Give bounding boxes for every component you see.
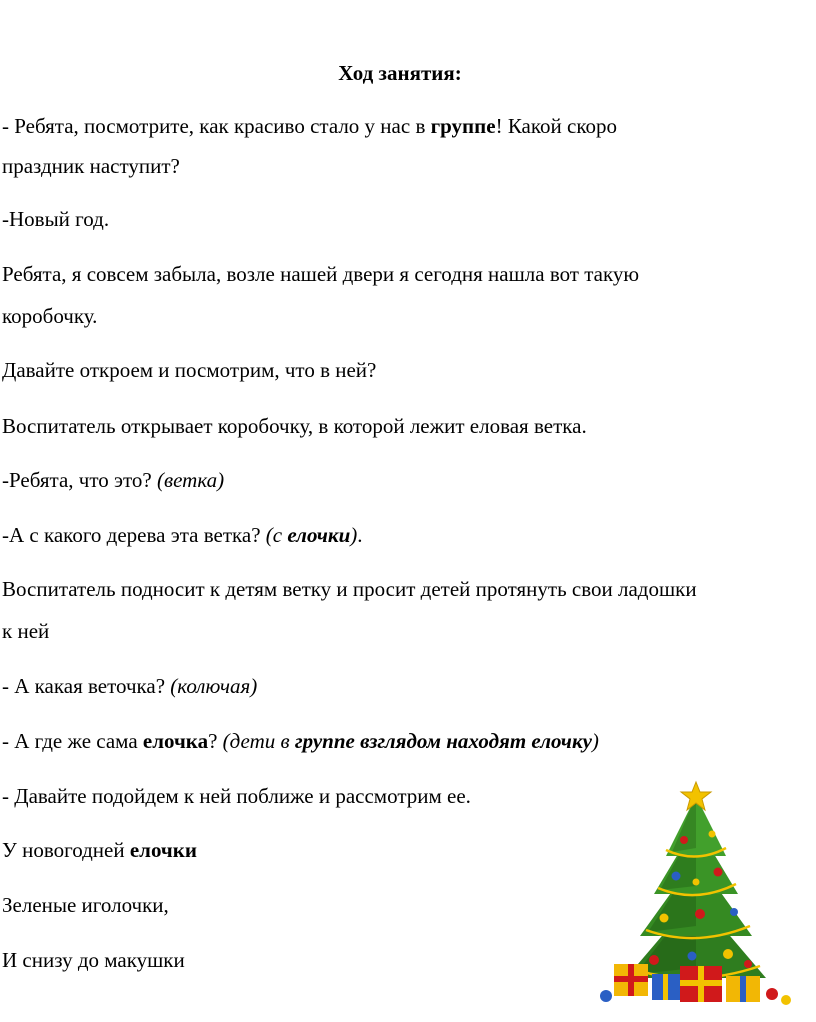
text-run: Воспитатель подносит к детям ветку и просит детей протянуть свои ладошки — [2, 577, 697, 601]
text-run: ? — [208, 729, 223, 753]
text-run-italic: ) — [591, 729, 599, 753]
text-run-italic: (дети в — [222, 729, 295, 753]
text-run: Давайте откроем и посмотрим, что в ней? — [2, 358, 377, 382]
text-run: к ней — [2, 619, 50, 643]
text-run: -Новый год. — [2, 207, 110, 231]
paragraph-line-13 — [2, 728, 599, 754]
paragraph-line-12 — [2, 673, 257, 699]
paragraph-line-15 — [2, 837, 197, 863]
paragraph-line-3 — [2, 206, 109, 232]
text-run: ! Какой скоро — [495, 114, 617, 138]
paragraph-line-7 — [2, 413, 587, 439]
text-run: - А какая веточка? — [2, 674, 171, 698]
text-run: - Ребята, посмотрите, как красиво стало у нас в — [2, 114, 431, 138]
text-run: . — [357, 523, 363, 547]
text-run: - Давайте подойдем к ней поближе и рассмотрим ее. — [2, 784, 471, 808]
paragraph-line-5 — [2, 303, 97, 329]
text-run-bold-italic: группе взглядом находят елочку — [294, 729, 592, 753]
paragraph-line-14 — [2, 783, 471, 809]
paragraph-line-17 — [2, 947, 185, 973]
text-run: Ребята, я совсем забыла, возле нашей двери я сегодня нашла вот такую — [2, 262, 640, 286]
page-title: Ход занятия: — [338, 61, 462, 85]
paragraph-line-1 — [2, 113, 617, 139]
text-run: - А где же сама — [2, 729, 143, 753]
text-run: -А с какого дерева эта ветка? — [2, 523, 266, 547]
paragraph-line-6 — [2, 357, 376, 383]
text-run: Воспитатель открывает коробочку, в которой лежит еловая ветка. — [2, 414, 587, 438]
text-run: -Ребята, что это? — [2, 468, 157, 492]
paragraph-line-11 — [2, 618, 49, 644]
text-run-bold: елочки — [129, 838, 197, 862]
text-run-bold: группе — [430, 114, 496, 138]
text-run: коробочку. — [2, 304, 98, 328]
paragraph-line-4 — [2, 261, 639, 287]
text-run-italic: (ветка) — [157, 468, 225, 492]
paragraph-line-10 — [2, 576, 697, 602]
text-run-bold-italic: елочки — [287, 523, 351, 547]
text-run: У новогодней — [2, 838, 130, 862]
text-run-italic: (колючая) — [170, 674, 258, 698]
paragraph-line-8 — [2, 467, 224, 493]
paragraph-line-9 — [2, 522, 363, 548]
christmas-tree-icon — [596, 778, 796, 1014]
text-run-bold: елочка — [142, 729, 209, 753]
text-run: праздник наступит? — [2, 154, 180, 178]
text-run-italic: (с — [265, 523, 288, 547]
text-run-italic: ) — [350, 523, 358, 547]
paragraph-line-16 — [2, 892, 169, 918]
text-run: И снизу до макушки — [2, 948, 185, 972]
paragraph-line-2 — [2, 153, 180, 179]
text-run: Зеленые иголочки, — [2, 893, 169, 917]
